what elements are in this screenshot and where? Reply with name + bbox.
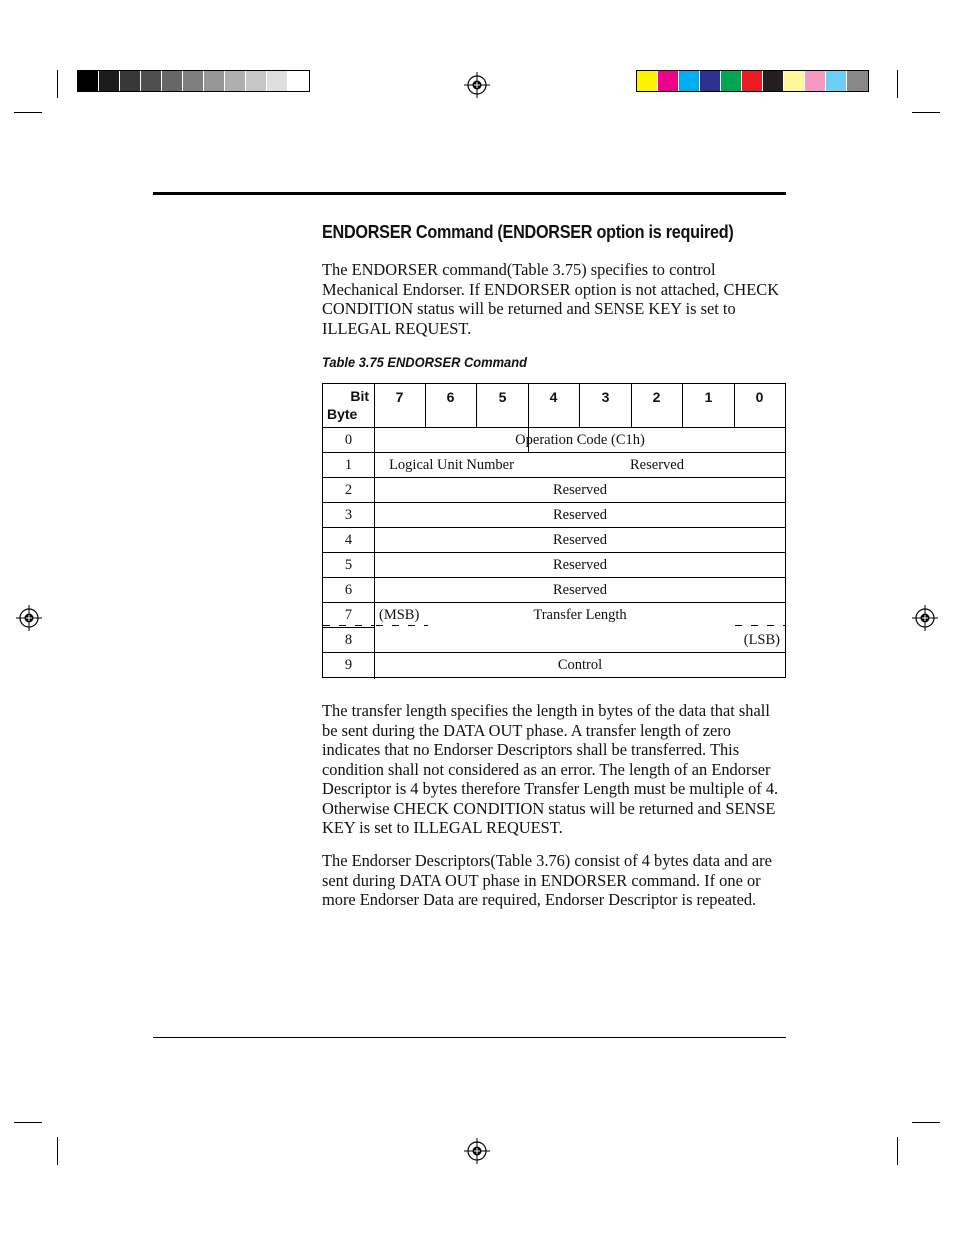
- byte-8-number: 8: [344, 632, 353, 648]
- bit-6-header: 6: [446, 389, 455, 405]
- registration-mark-top-icon: [464, 72, 490, 98]
- byte-5-reserved-cell: Reserved: [553, 557, 607, 573]
- color-swatch-1: [658, 71, 679, 91]
- gray-swatch-5: [183, 71, 204, 91]
- endorser-descriptors-paragraph: The Endorser Descriptors(Table 3.76) consist of 4 bytes data and are sent during DATA OUT phase in ENDORSER command. If one or more Endorser Data are required, Endorser Descriptor is repeated.: [322, 851, 772, 909]
- bottom-rule: [153, 1037, 786, 1038]
- bit-0-header: 0: [755, 389, 764, 405]
- crop-mark-tl-v: [57, 70, 58, 98]
- byte-1-number: 1: [344, 457, 353, 473]
- color-registration-bar: [636, 70, 869, 92]
- gray-swatch-10: [288, 71, 309, 91]
- crop-mark-br-v: [897, 1137, 898, 1165]
- lsb-label: (LSB): [743, 632, 780, 648]
- byte-6-number: 6: [344, 582, 353, 598]
- gray-swatch-3: [141, 71, 162, 91]
- byte-7-number: 7: [344, 607, 353, 623]
- intro-paragraph: The ENDORSER command(Table 3.75) specifies to control Mechanical Endorser. If ENDORSER option is not attached, CHECK CONDITION status will be returned and SENSE KEY is set to ILLEGAL REQUEST.: [322, 260, 780, 338]
- gray-swatch-8: [246, 71, 267, 91]
- gray-swatch-0: [78, 71, 99, 91]
- byte-0-number: 0: [344, 432, 353, 448]
- table-caption: Table 3.75 ENDORSER Command: [322, 354, 527, 370]
- color-swatch-5: [742, 71, 763, 91]
- transfer-length-dash-separators: [0, 620, 954, 632]
- color-swatch-8: [805, 71, 826, 91]
- bit-3-header: 3: [601, 389, 610, 405]
- transfer-length-cell: Transfer Length: [533, 607, 627, 623]
- color-swatch-6: [763, 71, 784, 91]
- color-swatch-0: [637, 71, 658, 91]
- bit-2-header: 2: [652, 389, 661, 405]
- byte-1-reserved-cell: Reserved: [630, 457, 684, 473]
- crop-mark-br-h: [912, 1122, 940, 1123]
- color-swatch-7: [784, 71, 805, 91]
- bit-4-header: 4: [549, 389, 558, 405]
- crop-mark-tl-h: [14, 112, 42, 113]
- operation-code-cell: Operation Code (C1h): [515, 432, 645, 448]
- top-rule: [153, 192, 786, 195]
- bit-1-header: 1: [704, 389, 713, 405]
- color-swatch-10: [847, 71, 868, 91]
- color-swatch-3: [700, 71, 721, 91]
- msb-label: (MSB): [379, 607, 420, 623]
- byte-label: Byte: [327, 406, 358, 422]
- byte-5-number: 5: [344, 557, 353, 573]
- byte-9-number: 9: [344, 657, 353, 673]
- byte-4-number: 4: [344, 532, 353, 548]
- crop-mark-bl-h: [14, 1122, 42, 1123]
- byte-3-number: 3: [344, 507, 353, 523]
- gray-swatch-6: [204, 71, 225, 91]
- color-swatch-9: [826, 71, 847, 91]
- gray-swatch-4: [162, 71, 183, 91]
- gray-swatch-9: [267, 71, 288, 91]
- byte-2-reserved-cell: Reserved: [553, 482, 607, 498]
- byte-3-reserved-cell: Reserved: [553, 507, 607, 523]
- gray-swatch-2: [120, 71, 141, 91]
- bit-label: Bit: [350, 388, 369, 404]
- logical-unit-number-cell: Logical Unit Number: [389, 457, 514, 473]
- byte-6-reserved-cell: Reserved: [553, 582, 607, 598]
- crop-mark-tr-v: [897, 70, 898, 98]
- endorser-command-table: [322, 383, 786, 678]
- byte-2-number: 2: [344, 482, 353, 498]
- color-swatch-2: [679, 71, 700, 91]
- section-heading: ENDORSER Command (ENDORSER option is required): [322, 222, 734, 242]
- gray-swatch-1: [99, 71, 120, 91]
- grayscale-registration-bar: [77, 70, 310, 92]
- control-cell: Control: [557, 657, 603, 673]
- bit-5-header: 5: [498, 389, 507, 405]
- transfer-length-paragraph: The transfer length specifies the length in bytes of the data that shall be sent during the DATA OUT phase. A transfer length of zero indicates that no Endorser Descriptors shall be transferred. This condition shall not considered as an error. The length of an Endorser Descriptor is 4 bytes therefore Transfer Length must be multiple of 4. Otherwise CHECK CONDITION status will be returned and SENSE KEY is set to ILLEGAL REQUEST.: [322, 701, 779, 837]
- registration-mark-bottom-icon: [464, 1138, 490, 1164]
- crop-mark-bl-v: [57, 1137, 58, 1165]
- crop-mark-tr-h: [912, 112, 940, 113]
- gray-swatch-7: [225, 71, 246, 91]
- bit-7-header: 7: [395, 389, 404, 405]
- byte-4-reserved-cell: Reserved: [553, 532, 607, 548]
- color-swatch-4: [721, 71, 742, 91]
